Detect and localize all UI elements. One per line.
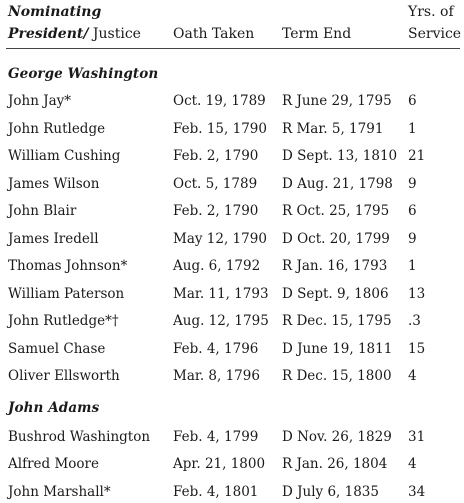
justice-name: Samuel Chase xyxy=(8,341,106,357)
years-of-service: 4 xyxy=(408,456,417,472)
years-of-service: 1 xyxy=(408,121,417,137)
oath-date: Apr. 21, 1800 xyxy=(173,456,266,472)
years-of-service: 21 xyxy=(408,148,426,164)
table-row xyxy=(0,146,464,166)
term-end: R Jan. 16, 1793 xyxy=(282,258,388,274)
years-of-service: 34 xyxy=(408,484,426,500)
oath-date: Feb. 2, 1790 xyxy=(173,148,259,164)
justice-name: James Iredell xyxy=(8,231,99,247)
oath-date: Aug. 12, 1795 xyxy=(173,313,269,329)
justice-name: William Cushing xyxy=(8,148,121,164)
justice-name: James Wilson xyxy=(8,176,100,192)
term-end: D June 19, 1811 xyxy=(282,341,393,357)
oath-date: Feb. 4, 1799 xyxy=(173,429,259,445)
oath-date: Mar. 11, 1793 xyxy=(173,286,269,302)
years-of-service: 9 xyxy=(408,176,417,192)
table-row xyxy=(0,256,464,276)
table-row xyxy=(0,454,464,474)
years-of-service: 9 xyxy=(408,231,417,247)
term-end: R June 29, 1795 xyxy=(282,93,392,109)
oath-date: May 12, 1790 xyxy=(173,231,267,247)
justice-name: Alfred Moore xyxy=(8,456,99,472)
header-justice-label: Justice xyxy=(88,26,141,42)
justice-name: John Rutledge*† xyxy=(8,313,119,329)
term-end: D July 6, 1835 xyxy=(282,484,379,500)
table-row xyxy=(0,311,464,331)
header-service: Service xyxy=(408,26,462,42)
table-row xyxy=(0,427,464,447)
term-end: R Mar. 5, 1791 xyxy=(282,121,384,137)
table-row xyxy=(0,174,464,194)
table-row xyxy=(0,119,464,139)
oath-date: Feb. 4, 1801 xyxy=(173,484,259,500)
justice-name: John Rutledge xyxy=(8,121,106,137)
oath-date: Oct. 19, 1789 xyxy=(173,93,266,109)
years-of-service: 13 xyxy=(408,286,426,302)
justice-name: Thomas Johnson* xyxy=(8,258,128,274)
years-of-service: 4 xyxy=(408,368,417,384)
header-yrs-of: Yrs. of xyxy=(408,4,454,20)
header-president-justice xyxy=(8,23,141,45)
years-of-service: 1 xyxy=(408,258,417,274)
oath-date: Oct. 5, 1789 xyxy=(173,176,258,192)
table-row xyxy=(0,229,464,249)
justice-name: William Paterson xyxy=(8,286,125,302)
years-of-service: 15 xyxy=(408,341,426,357)
term-end: D Sept. 9, 1806 xyxy=(282,286,389,302)
table-row xyxy=(0,284,464,304)
years-of-service: 31 xyxy=(408,429,426,445)
term-end: D Sept. 13, 1810 xyxy=(282,148,398,164)
oath-date: Feb. 4, 1796 xyxy=(173,341,259,357)
section-president-adams: John Adams xyxy=(8,400,100,416)
term-end: D Aug. 21, 1798 xyxy=(282,176,393,192)
term-end: D Oct. 20, 1799 xyxy=(282,231,390,247)
table-row xyxy=(0,91,464,111)
justice-name: John Blair xyxy=(8,203,77,219)
years-of-service: 6 xyxy=(408,93,417,109)
oath-date: Aug. 6, 1792 xyxy=(173,258,261,274)
justice-name: Bushrod Washington xyxy=(8,429,151,445)
header-oath-taken: Oath Taken xyxy=(173,26,255,42)
justice-name: Oliver Ellsworth xyxy=(8,368,120,384)
term-end: R Oct. 25, 1795 xyxy=(282,203,390,219)
oath-date: Feb. 15, 1790 xyxy=(173,121,267,137)
header-divider xyxy=(6,48,460,49)
years-of-service: 6 xyxy=(408,203,417,219)
term-end: R Dec. 15, 1800 xyxy=(282,368,392,384)
table-row xyxy=(0,201,464,221)
table-row xyxy=(0,339,464,359)
term-end: D Nov. 26, 1829 xyxy=(282,429,392,445)
header-nominating: Nominating xyxy=(8,4,102,20)
table-row xyxy=(0,482,464,502)
term-end: R Jan. 26, 1804 xyxy=(282,456,388,472)
years-of-service: .3 xyxy=(408,313,421,329)
oath-date: Feb. 2, 1790 xyxy=(173,203,259,219)
justice-name: John Jay* xyxy=(8,93,72,109)
term-end: R Dec. 15, 1795 xyxy=(282,313,392,329)
section-president-washington: George Washington xyxy=(8,66,159,82)
justice-name: John Marshall* xyxy=(8,484,111,500)
oath-date: Mar. 8, 1796 xyxy=(173,368,260,384)
header-president-label: President/ xyxy=(8,26,89,42)
table-row xyxy=(0,366,464,386)
header-term-end: Term End xyxy=(282,26,352,42)
